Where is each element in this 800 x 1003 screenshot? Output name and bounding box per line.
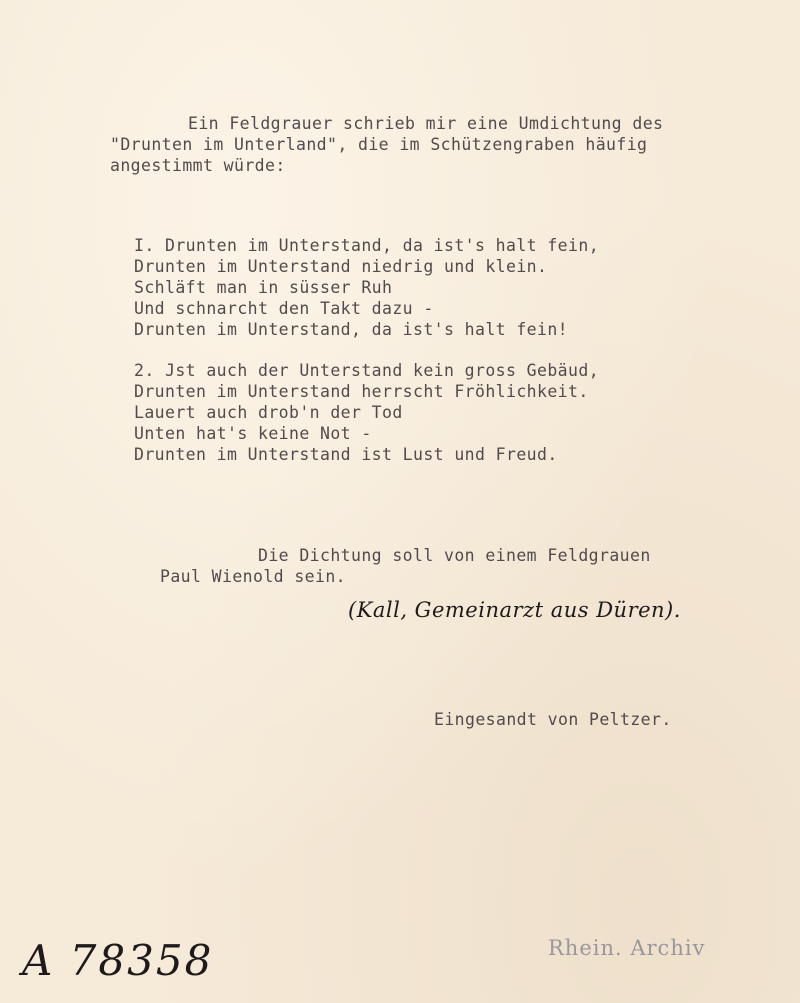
verse2-line-2: Drunten im Unterstand herrscht Fröhlichkeit. — [134, 382, 589, 401]
verse1-line-3: Schläft man in süsser Ruh — [134, 278, 393, 297]
intro-line-3: angestimmt würde: — [110, 156, 286, 175]
verse1-line-1: I. Drunten im Unterstand, da ist's halt fein, — [134, 236, 600, 255]
verse2-line-3: Lauert auch drob'n der Tod — [134, 403, 403, 422]
archive-number: A 78358 — [22, 936, 214, 985]
verse1-line-5: Drunten im Unterstand, da ist's halt fein! — [134, 320, 569, 339]
verse1-line-4: Und schnarcht den Takt dazu - — [134, 299, 434, 318]
verse2-line-4: Unten hat's keine Not - — [134, 424, 372, 443]
attribution-line-2: Paul Wienold sein. — [160, 567, 347, 586]
verse2-line-1: 2. Jst auch der Unterstand kein gross Gebäud, — [134, 361, 600, 380]
intro-line-2: "Drunten im Unterland", die im Schützengraben häufig — [110, 135, 648, 154]
attribution-line-1: Die Dichtung soll von einem Feldgrauen — [258, 546, 651, 565]
archive-stamp: Rhein. Archiv — [548, 936, 706, 960]
verse1-line-2: Drunten im Unterstand niedrig und klein. — [134, 257, 548, 276]
sender-line: Eingesandt von Peltzer. — [434, 710, 672, 729]
handwritten-note: (Kall, Gemeinarzt aus Düren). — [348, 598, 681, 622]
intro-line-1: Ein Feldgrauer schrieb mir eine Umdichtung des — [188, 114, 664, 133]
verse2-line-5: Drunten im Unterstand ist Lust und Freud. — [134, 445, 558, 464]
